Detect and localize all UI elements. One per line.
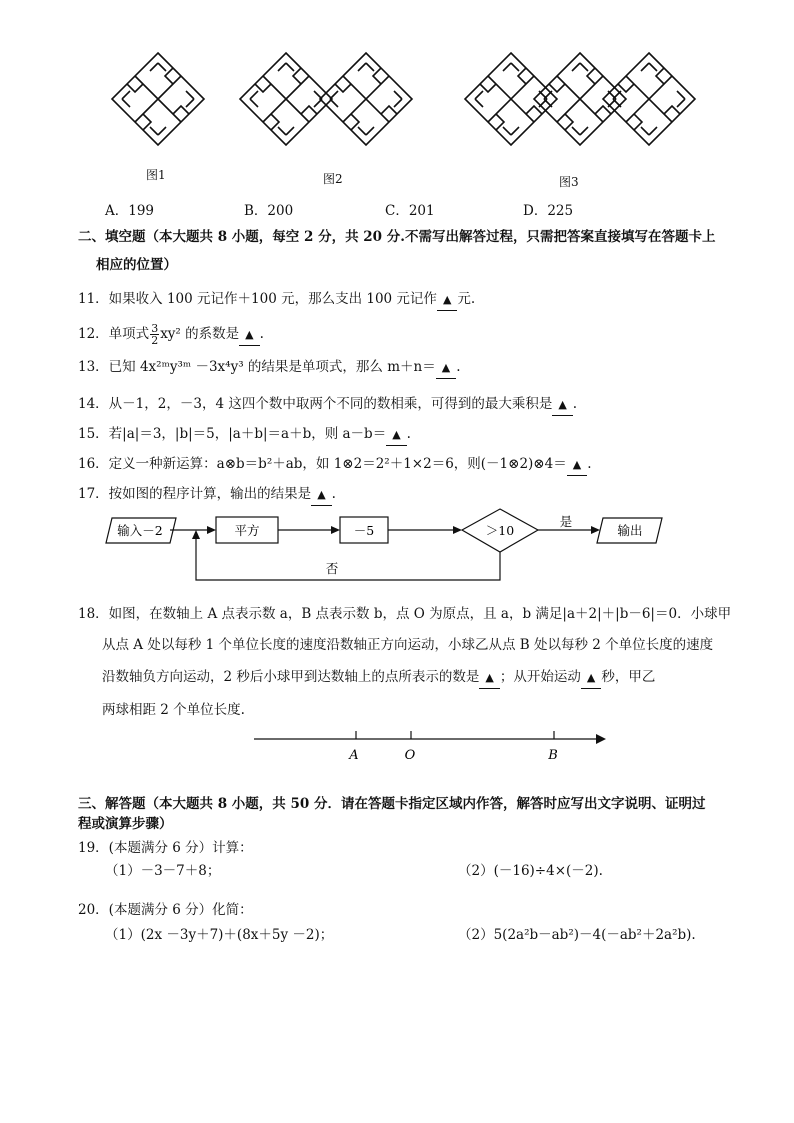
fraction: $\frac{3}{2}$ — [151, 322, 159, 347]
flowchart-input-label: 输入－2 — [117, 523, 163, 538]
section-2-heading: 二、填空题（本大题共 8 小题，每空 2 分，共 20 分.不需写出解答过程，只需把答案直接填写在答题卡上 — [78, 229, 716, 245]
program-flowchart — [0, 500, 794, 590]
figure-1 — [112, 53, 204, 145]
flowchart-output-label: 输出 — [617, 523, 643, 538]
flowchart-no-label: 否 — [325, 561, 339, 576]
figure-1-caption: 图1 — [146, 168, 166, 182]
point-b-label: B — [548, 748, 558, 763]
question-19-part-2: （2）(－16)÷4×(－2). — [458, 863, 603, 879]
question-11: 11．如果收入 100 元记作＋100 元，那么支出 100 元记作 ▲ 元. — [78, 289, 475, 311]
answer-blank: ▲ — [311, 485, 331, 506]
figure-3-caption: 图3 — [559, 175, 579, 189]
question-18-line-1: 18．如图，在数轴上 A 点表示数 a，B 点表示数 b，点 O 为原点，且 a，b 满足|a＋2|＋|b－6|＝0．小球甲 — [78, 606, 732, 622]
flowchart-square-label: 平方 — [234, 523, 260, 538]
section-3-heading-cont: 程或演算步骤） — [78, 816, 173, 832]
answer-blank: ▲ — [436, 358, 456, 379]
tile-figures — [0, 0, 794, 200]
point-a-label: A — [349, 748, 359, 763]
answer-blank: ▲ — [479, 668, 499, 689]
number-line — [0, 725, 794, 765]
question-20-title: 20．(本题满分 6 分）化简： — [78, 902, 253, 918]
section-3-heading: 三、解答题（本大题共 8 小题，共 50 分．请在答题卡指定区域内作答，解答时应写出文字说明、证明过 — [78, 796, 706, 812]
question-19-title: 19．(本题满分 6 分）计算： — [78, 840, 253, 856]
choice-c: C．201 — [385, 203, 435, 219]
answer-blank: ▲ — [567, 455, 587, 476]
question-17: 17．按如图的程序计算，输出的结果是 ▲ . — [78, 484, 336, 506]
answer-blank: ▲ — [552, 395, 572, 416]
figure-3 — [465, 53, 695, 145]
question-18-line-4: 两球相距 2 个单位长度. — [102, 702, 245, 718]
answer-blank: ▲ — [386, 425, 406, 446]
answer-blank: ▲ — [437, 290, 457, 311]
flowchart-compare-label: ＞10 — [485, 523, 515, 538]
question-13: 13．已知 4x²ᵐy³ᵐ －3x⁴y³ 的结果是单项式，那么 m＋n＝ ▲ . — [78, 357, 460, 379]
point-o-label: O — [404, 748, 416, 763]
choice-a: A．199 — [105, 203, 155, 219]
question-12: 12．单项式 $\frac{3}{2}$ xy² 的系数是 ▲ . — [78, 322, 264, 347]
question-15: 15．若|a|＝3，|b|＝5，|a＋b|＝a＋b，则 a－b＝ ▲ . — [78, 424, 411, 446]
figure-2 — [240, 53, 412, 145]
question-19-part-1: （1）－3－7＋8； — [105, 863, 221, 879]
choice-b: B．200 — [244, 203, 294, 219]
question-20-part-1: （1）(2x －3y＋7)＋(8x＋5y －2)； — [105, 927, 334, 943]
section-2-heading-cont: 相应的位置） — [96, 257, 177, 273]
flowchart-minus5-label: －5 — [353, 523, 375, 538]
answer-blank: ▲ — [239, 325, 259, 346]
question-20-part-2: （2）5(2a²b－ab²)－4(－ab²＋2a²b). — [458, 927, 696, 943]
choice-d: D．225 — [523, 203, 574, 219]
question-18-line-3: 沿数轴负方向运动，2 秒后小球甲到达数轴上的点所表示的数是 ▲ ；从开始运动 ▲ 秒，甲乙 — [102, 667, 655, 689]
answer-blank: ▲ — [581, 668, 601, 689]
question-18-line-2: 从点 A 处以每秒 1 个单位长度的速度沿数轴正方向运动，小球乙从点 B 处以每秒 2 个单位长度的速度 — [102, 637, 714, 653]
question-16: 16．定义一种新运算：a⊗b＝b²＋ab，如 1⊗2＝2²＋1×2＝6，则(－1⊗2)⊗4＝ ▲ . — [78, 454, 591, 476]
question-14: 14．从－1，2，－3，4 这四个数中取两个不同的数相乘，可得到的最大乘积是 ▲ . — [78, 394, 577, 416]
flowchart-yes-label: 是 — [559, 514, 573, 529]
figure-2-caption: 图2 — [323, 172, 343, 186]
